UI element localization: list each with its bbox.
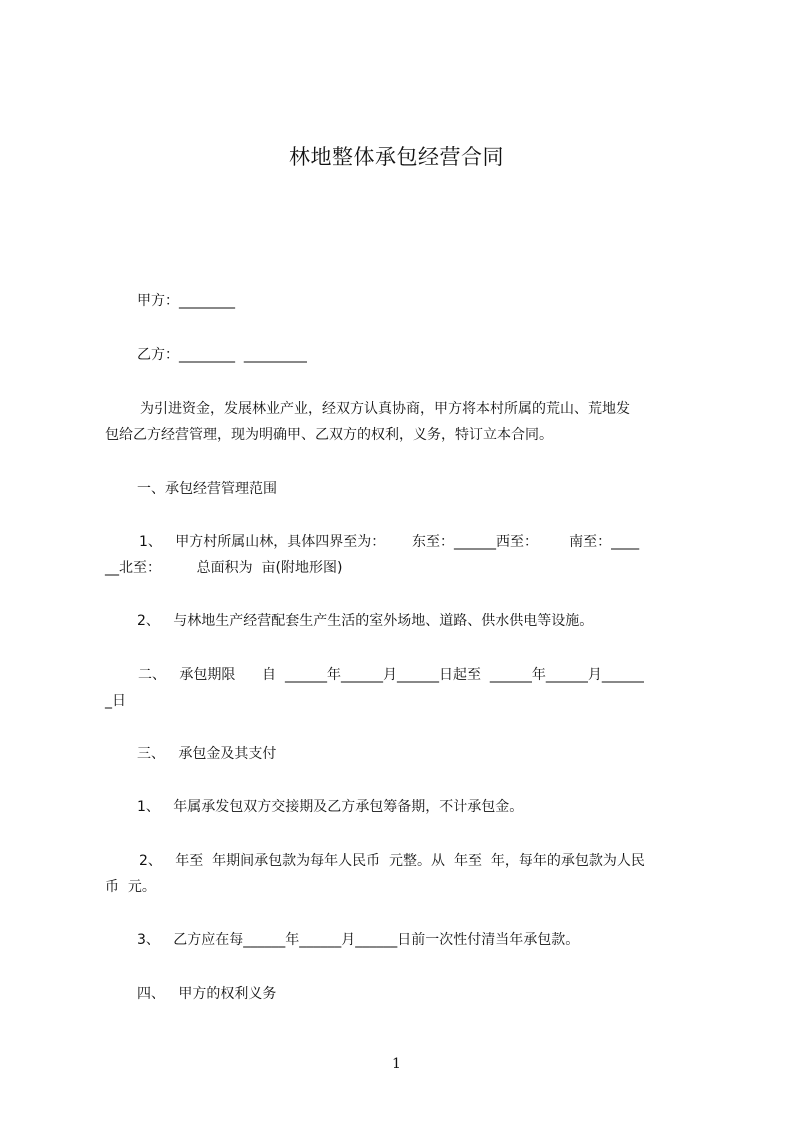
- item-1-2: 2、 与林地生产经营配套生产生活的室外场地、道路、供水供电等设施。: [137, 613, 594, 629]
- intro-line-1: 为引进资金，发展林业产业，经双方认真协商，甲方将本村所属的荒山、荒地发: [140, 401, 630, 417]
- page-number: 1: [392, 1056, 401, 1072]
- item-3-3: 3、 乙方应在每______年______月______日前一次性付清当年承包款。: [137, 932, 580, 948]
- document-title: 林地整体承包经营合同: [289, 145, 504, 169]
- item-3-2-line-1: 2、 年至 年期间承包款为每年人民币 元整。从 年至 年，每年的承包款为人民: [139, 853, 645, 869]
- intro-line-2: 包给乙方经营管理，现为明确甲、乙双方的权利，义务，特订立本合同。: [105, 427, 553, 443]
- section-2-line-1: 二、 承包期限 自 ______年______月______日起至 ______年______月______: [138, 667, 644, 683]
- party-b-line: 乙方：________ _________: [137, 347, 307, 363]
- section-4-title: 四、 甲方的权利义务: [137, 986, 277, 1002]
- section-2-line-2: _日: [105, 693, 126, 709]
- section-3-title: 三、 承包金及其支付: [137, 746, 277, 762]
- item-1-1-line-2: __北至： 总面积为 亩(附地形图): [105, 560, 343, 576]
- party-a-line: 甲方：________: [137, 293, 235, 309]
- section-1-title: 一、承包经营管理范围: [137, 481, 277, 497]
- item-3-2-line-2: 币 元。: [105, 879, 156, 895]
- item-3-1: 1、 年属承发包双方交接期及乙方承包筹备期，不计承包金。: [137, 799, 524, 815]
- item-1-1-line-1: 1、 甲方村所属山林，具体四界至为： 东至：______西至： 南至：____: [139, 534, 640, 550]
